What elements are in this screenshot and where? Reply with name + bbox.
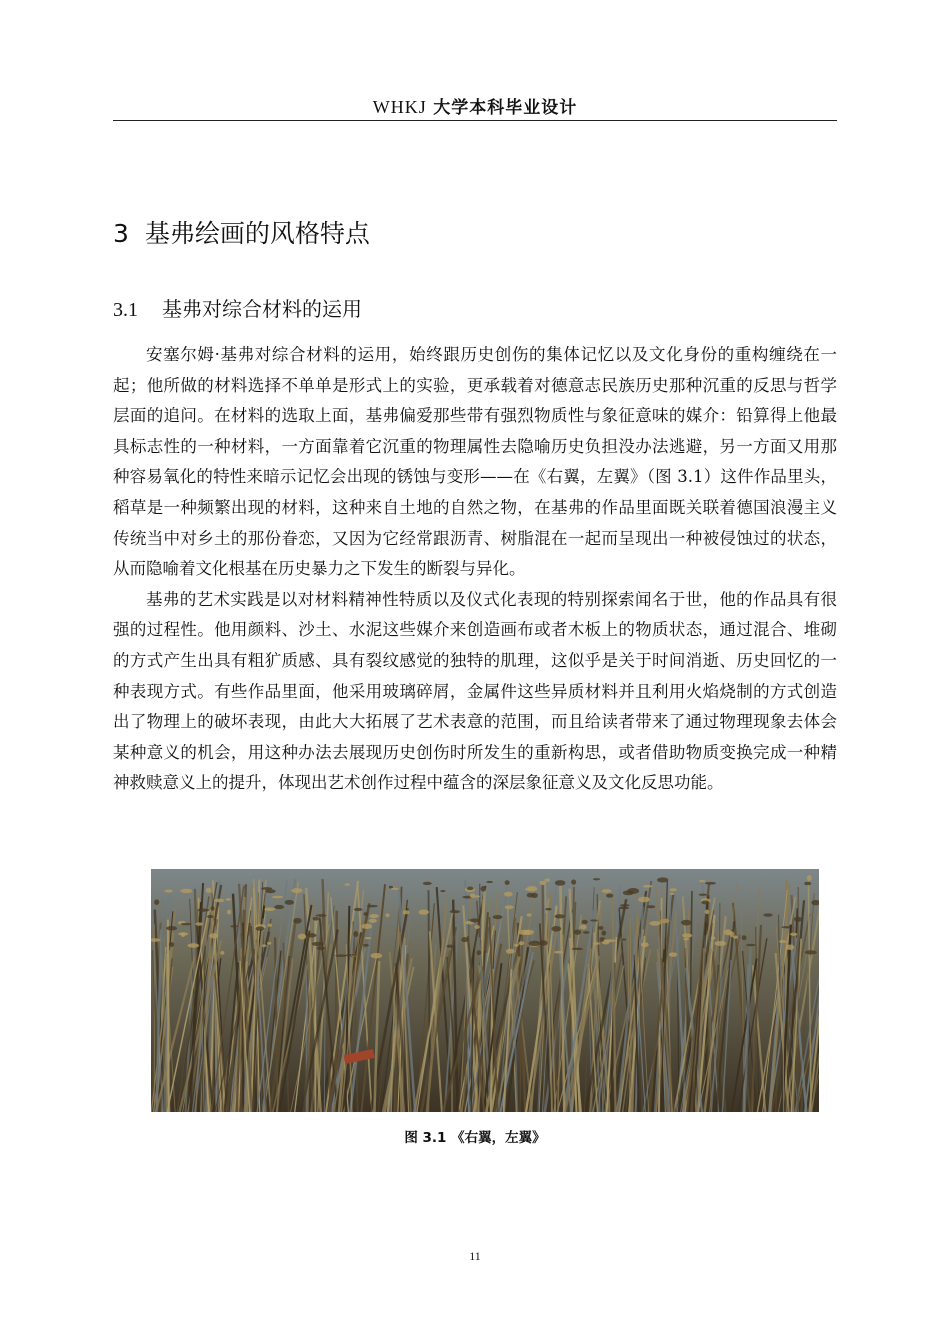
chapter-number: 3 [113, 219, 129, 248]
paragraph: 安塞尔姆·基弗对综合材料的运用，始终跟历史创伤的集体记忆以及文化身份的重构缠绕在一起；他所做的材料选择不单单是形式上的实验，更承载着对德意志民族历史那种沉重的反思与哲学层面的追问。在材料的选取上面，基弗偏爱那些带有强烈物质性与象征意味的媒介：铅算得上他最具标志性的一种材料，一方面靠着它沉重的物理属性去隐喻历史负担没办法逃避，另一方面又用那种容易氧化的特性来暗示记忆会出现的锈蚀与变形——在《右翼，左翼》（图 3.1）这件作品里头，稻草是一种频繁出现的材料，这种来自土地的自然之物，在基弗的作品里面既关联着德国浪漫主义传统当中对乡土的那份眷恋，又因为它经常跟沥青、树脂混在一起而呈现出一种被侵蚀过的状态，从而隐喻着文化根基在历史暴力之下发生的断裂与异化。 [113, 345, 837, 579]
figure-painting [151, 869, 819, 1112]
painting-image [151, 869, 819, 1112]
figure-caption: 图 3.1 《右翼，左翼》 [404, 1130, 546, 1146]
section-number: 3.1 [113, 299, 138, 321]
running-header [113, 93, 837, 121]
paragraph: 基弗的艺术实践是以对材料精神性特质以及仪式化表现的特别探索闻名于世，他的作品具有很强的过程性。他用颜料、沙土、水泥这些媒介来创造画布或者木板上的物质状态，通过混合、堆砌的方式产生出具有粗犷质感、具有裂纹感觉的独特的肌理，这似乎是关于时间消逝、历史回忆的一种表现方式。有些作品里面，他采用玻璃碎屑，金属件这些异质材料并且利用火焰烧制的方式创造出了物理上的破坏表现，由此大大拓展了艺术表意的范围，而且给读者带来了通过物理现象去体会某种意义的机会，用这种办法去展现历史创伤时所发生的重新构思，或者借助物质变换完成一种精神救赎意义上的提升，体现出艺术创作过程中蕴含的深层象征意义及文化反思功能。 [113, 589, 837, 793]
chapter-heading [113, 214, 370, 250]
section-heading [113, 293, 362, 322]
header-university: 大学本科毕业设计 [433, 98, 578, 118]
page-number: 11 [469, 1249, 481, 1263]
body-text [113, 340, 837, 799]
section-title: 基弗对综合材料的运用 [162, 297, 362, 321]
header-code: WHKJ [372, 97, 427, 117]
chapter-title: 基弗绘画的风格特点 [144, 219, 370, 248]
